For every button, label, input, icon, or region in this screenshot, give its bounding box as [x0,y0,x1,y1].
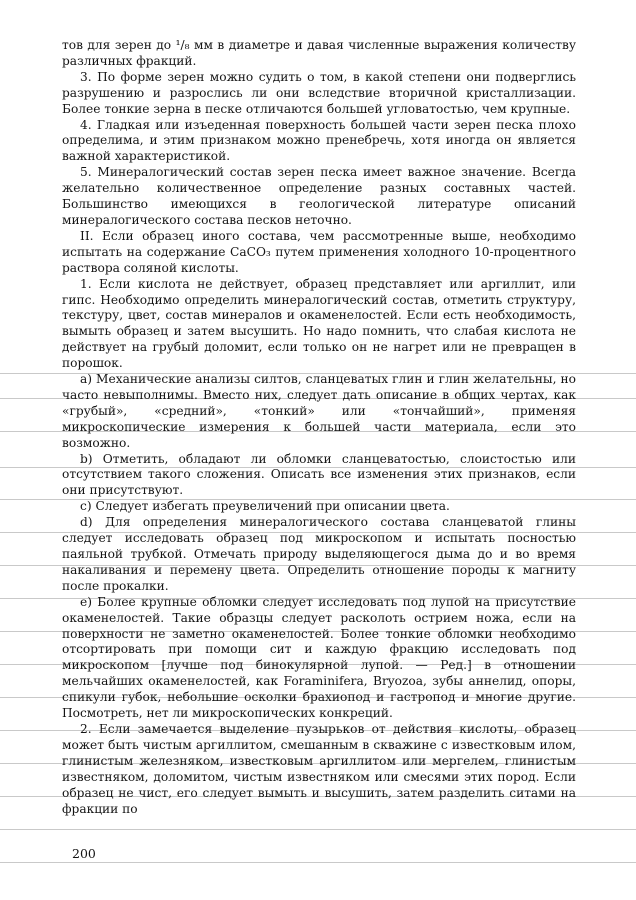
paragraph: c) Следует избегать преувеличений при описании цвета. [80,499,450,514]
paragraph: 2. Если замечается выделение пузырьков от действия кислоты, образец может быть чистым аргиллитом, смешанным в скважине с известковым илом, глинистым железняком, известковым аргиллитом или мергелем, глинистым известняком, доломитом, чистым известняком или смесями этих пород. Если образец не чист, его следует вымыть и высушить, затем разделить ситами на фракции по [62,721,576,816]
paragraph: II. Если образец иного состава, чем рассмотренные выше, необходимо испытать на содержание CaCO₃ путем применения холодного 10-процентного раствора соляной кислоты. [62,228,576,275]
scan-line [0,862,636,863]
paragraph: b) Отметить, обладают ли обломки сланцеватостью, слоистостью или отсутствием такого сложения. Описать все изменения этих признаков, если они присутствуют. [62,451,576,498]
page-number: 200 [72,846,96,861]
body-text [62,38,576,817]
paragraph: 1. Если кислота не действует, образец представляет или аргиллит, или гипс. Необходимо определить минералогический состав, отметить структуру, текстуру, цвет, состав минералов и окаменелостей. Если есть необходимость, вымыть образец и затем высушить. Но надо помнить, что слабая кислота не действует на грубый доломит, если только он не нагрет или не превращен в порошок. [62,276,576,371]
scan-line [0,829,636,830]
paragraph: 3. По форме зерен можно судить о том, в какой степени они подверглись разрушению и разрослись ли они вследствие вторичной кристаллизации. Более тонкие зерна в песке отличаются большей угловатостью, чем крупные. [62,69,576,116]
paragraph: d) Для определения минералогического состава сланцеватой глины следует исследовать образец под микроскопом и испытать посностью паяльной трубкой. Отмечать природу выделяющегося дыма до и во время накаливания и перемену цвета. Определить отношение породы к магниту после прокалки. [62,515,576,593]
paragraph: a) Механические анализы силтов, сланцеватых глин и глин желательны, но часто невыполнимы. Вместо них, следует дать описание в общих чертах, как «грубый», «средний», «тонкий» или «тончайший», применяя микроскопические измерения к большей части материала, если это возможно. [62,372,576,450]
paragraph: 5. Минералогический состав зерен песка имеет важное значение. Всегда желательно количественное определение разных составных частей. Большинство имеющихся в геологической литературе описаний минералогического состава песков неточно. [62,165,576,227]
paragraph: e) Более крупные обломки следует исследовать под лупой на присутствие окаменелостей. Такие образцы следует расколоть острием ножа, если на поверхности не заметно окаменелостей. Более тонкие обломки необходимо отсортировать при помощи сит и каждую фракцию исследовать под микроскопом [лучше под бинокулярной лупой. — Ред.] в отношении мельчайших окаменелостей, как Foraminifera, Bryozoa, зубы аннелид, опоры, спикули губок, небольшие осколки брахиопод и гастропод и многие другие. Посмотреть, нет ли микроскопических конкреций. [62,594,576,721]
paragraph: 4. Гладкая или изъеденная поверхность большей части зерен песка плохо определима, и этим признаком можно пренебречь, хотя иногда он является важной характеристикой. [62,117,576,164]
paragraph: тов для зерен до ¹/₈ мм в диаметре и давая численные выражения количеству различных фракций. [62,38,576,68]
